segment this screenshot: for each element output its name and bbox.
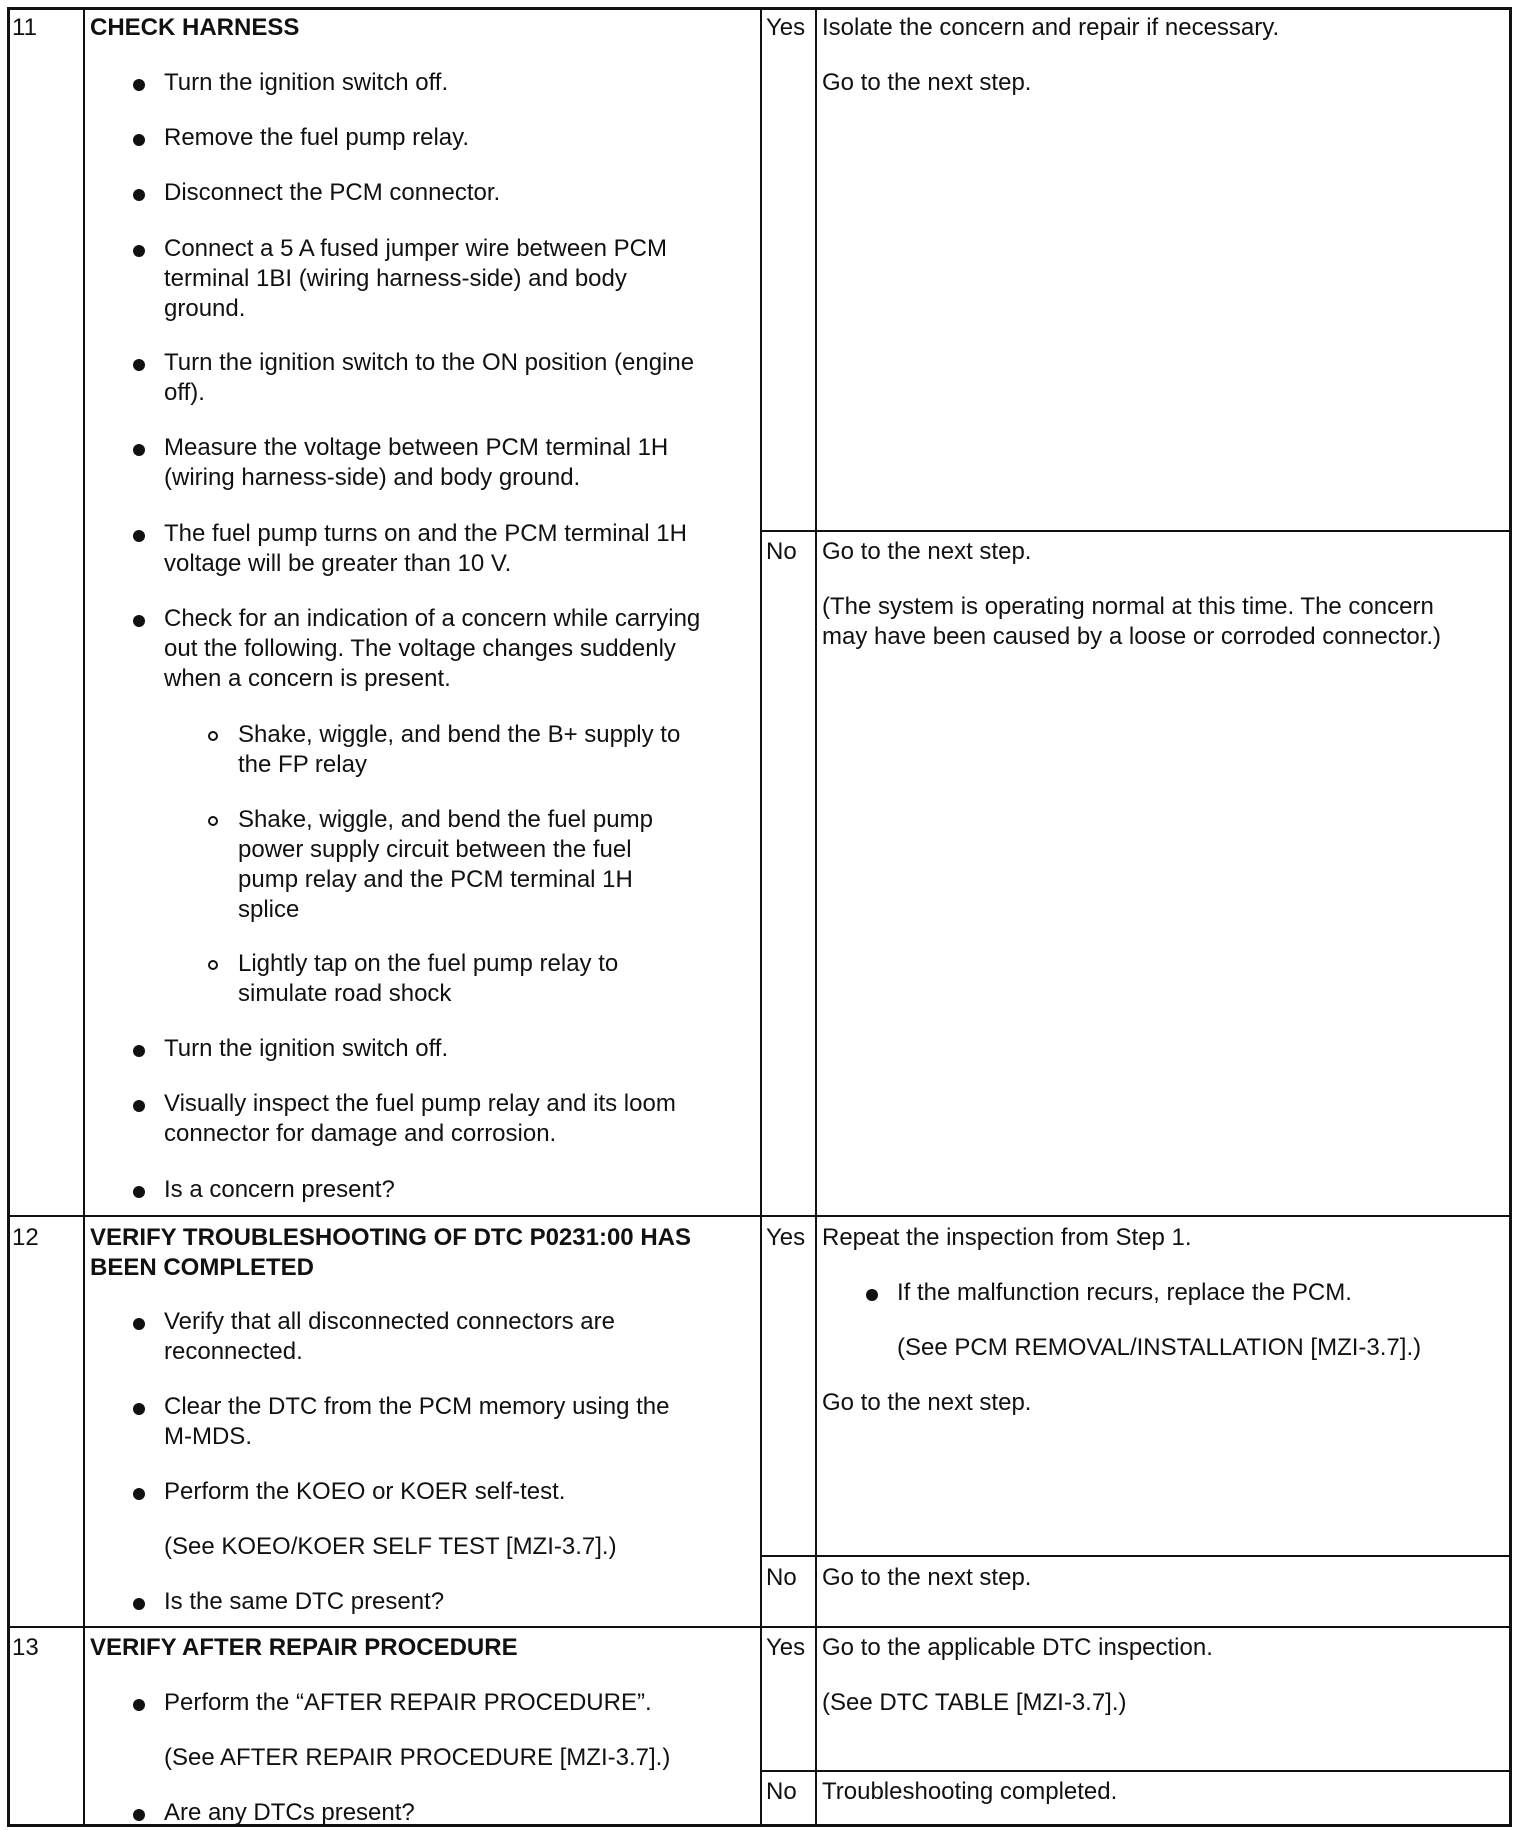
list-item: when a concern is present. (164, 665, 451, 692)
list-item: Are any DTCs present? (164, 1799, 415, 1826)
list-item: ground. (164, 295, 246, 322)
list-item: Perform the KOEO or KOER self-test. (164, 1478, 566, 1505)
sub-bullet-icon (208, 816, 218, 826)
bullet-icon (866, 1289, 878, 1301)
list-item: Clear the DTC from the PCM memory using the (164, 1393, 670, 1420)
yes-result: (See PCM REMOVAL/INSTALLATION [MZI-3.7].) (897, 1334, 1422, 1361)
list-item: reconnected. (164, 1338, 303, 1365)
list-item: Disconnect the PCM connector. (164, 179, 501, 206)
sub-bullet-icon (208, 731, 218, 741)
bullet-icon (133, 1100, 145, 1112)
no-result: Go to the next step. (822, 538, 1032, 565)
list-item: Check for an indication of a concern while carrying (164, 605, 701, 632)
list-item: connector for damage and corrosion. (164, 1120, 557, 1147)
yes-result: Go to the next step. (822, 1389, 1032, 1416)
sub-list-item: power supply circuit between the fuel (238, 836, 632, 863)
yesno-divider-11 (760, 530, 1510, 532)
step-title: BEEN COMPLETED (90, 1254, 315, 1281)
yes-label: Yes (766, 1634, 806, 1661)
list-item: Turn the ignition switch off. (164, 69, 449, 96)
list-item: off). (164, 379, 205, 406)
bullet-icon (133, 1488, 145, 1500)
bullet-icon (133, 134, 145, 146)
list-item: terminal 1BI (wiring harness-side) and body (164, 265, 627, 292)
yes-result: Repeat the inspection from Step 1. (822, 1224, 1192, 1251)
list-item: Remove the fuel pump relay. (164, 124, 470, 151)
bullet-icon (133, 245, 145, 257)
list-item: Verify that all disconnected connectors are (164, 1308, 615, 1335)
sub-list-item: splice (238, 896, 300, 923)
yes-result: (See DTC TABLE [MZI-3.7].) (822, 1689, 1127, 1716)
bullet-icon (133, 79, 145, 91)
list-item: Turn the ignition switch off. (164, 1035, 449, 1062)
no-result: Go to the next step. (822, 1564, 1032, 1591)
sub-bullet-icon (208, 960, 218, 970)
list-item: The fuel pump turns on and the PCM terminal 1H (164, 520, 687, 547)
list-item: Perform the “AFTER REPAIR PROCEDURE”. (164, 1689, 652, 1716)
no-result: may have been caused by a loose or corroded connector.) (822, 623, 1442, 650)
list-item: out the following. The voltage changes suddenly (164, 635, 676, 662)
list-item: Visually inspect the fuel pump relay and its loom (164, 1090, 676, 1117)
bullet-icon (133, 359, 145, 371)
no-label: No (766, 538, 797, 565)
bullet-icon (133, 189, 145, 201)
list-item: Turn the ignition switch to the ON position (engine (164, 349, 695, 376)
yes-result: Go to the applicable DTC inspection. (822, 1634, 1213, 1661)
reference-note: (See KOEO/KOER SELF TEST [MZI-3.7].) (164, 1533, 617, 1560)
bullet-icon (133, 1403, 145, 1415)
sub-list-item: pump relay and the PCM terminal 1H (238, 866, 633, 893)
list-item: Is the same DTC present? (164, 1588, 445, 1615)
bullet-icon (133, 1699, 145, 1711)
sub-list-item: Lightly tap on the fuel pump relay to (238, 950, 619, 977)
list-item: Is a concern present? (164, 1176, 395, 1203)
list-item: M-MDS. (164, 1423, 252, 1450)
sub-list-item: Shake, wiggle, and bend the B+ supply to (238, 721, 681, 748)
col-divider-step (83, 8, 85, 1826)
yes-result: Go to the next step. (822, 69, 1032, 96)
yes-label: Yes (766, 1224, 806, 1251)
sub-list-item: Shake, wiggle, and bend the fuel pump (238, 806, 653, 833)
row-divider-11-12 (8, 1215, 1510, 1217)
no-result: Troubleshooting completed. (822, 1778, 1118, 1805)
step-title: VERIFY AFTER REPAIR PROCEDURE (90, 1634, 518, 1661)
sub-list-item: the FP relay (238, 751, 367, 778)
reference-note: (See AFTER REPAIR PROCEDURE [MZI-3.7].) (164, 1744, 671, 1771)
step-title: CHECK HARNESS (90, 14, 300, 41)
no-label: No (766, 1778, 797, 1805)
step-title: VERIFY TROUBLESHOOTING OF DTC P0231:00 HAS (90, 1224, 691, 1251)
col-divider-yesno (760, 8, 762, 1826)
row-divider-12-13 (8, 1626, 1510, 1628)
bullet-icon (133, 1186, 145, 1198)
step-number: 11 (12, 14, 37, 41)
list-item: voltage will be greater than 10 V. (164, 550, 512, 577)
yesno-divider-13 (760, 1770, 1510, 1772)
step-number: 12 (12, 1224, 39, 1251)
bullet-icon (133, 1598, 145, 1610)
bullet-icon (133, 1809, 145, 1821)
yes-result: If the malfunction recurs, replace the PCM. (897, 1279, 1352, 1306)
bullet-icon (133, 1318, 145, 1330)
list-item: Measure the voltage between PCM terminal 1H (164, 434, 669, 461)
list-item: (wiring harness-side) and body ground. (164, 464, 581, 491)
yes-label: Yes (766, 14, 806, 41)
no-label: No (766, 1564, 797, 1591)
sub-list-item: simulate road shock (238, 980, 452, 1007)
yes-result: Isolate the concern and repair if necessary. (822, 14, 1280, 41)
bullet-icon (133, 444, 145, 456)
bullet-icon (133, 530, 145, 542)
list-item: Connect a 5 A fused jumper wire between PCM (164, 235, 667, 262)
yesno-divider-12 (760, 1555, 1510, 1557)
no-result: (The system is operating normal at this time. The concern (822, 593, 1434, 620)
col-divider-result (815, 8, 817, 1826)
bullet-icon (133, 615, 145, 627)
step-number: 13 (12, 1634, 39, 1661)
bullet-icon (133, 1045, 145, 1057)
